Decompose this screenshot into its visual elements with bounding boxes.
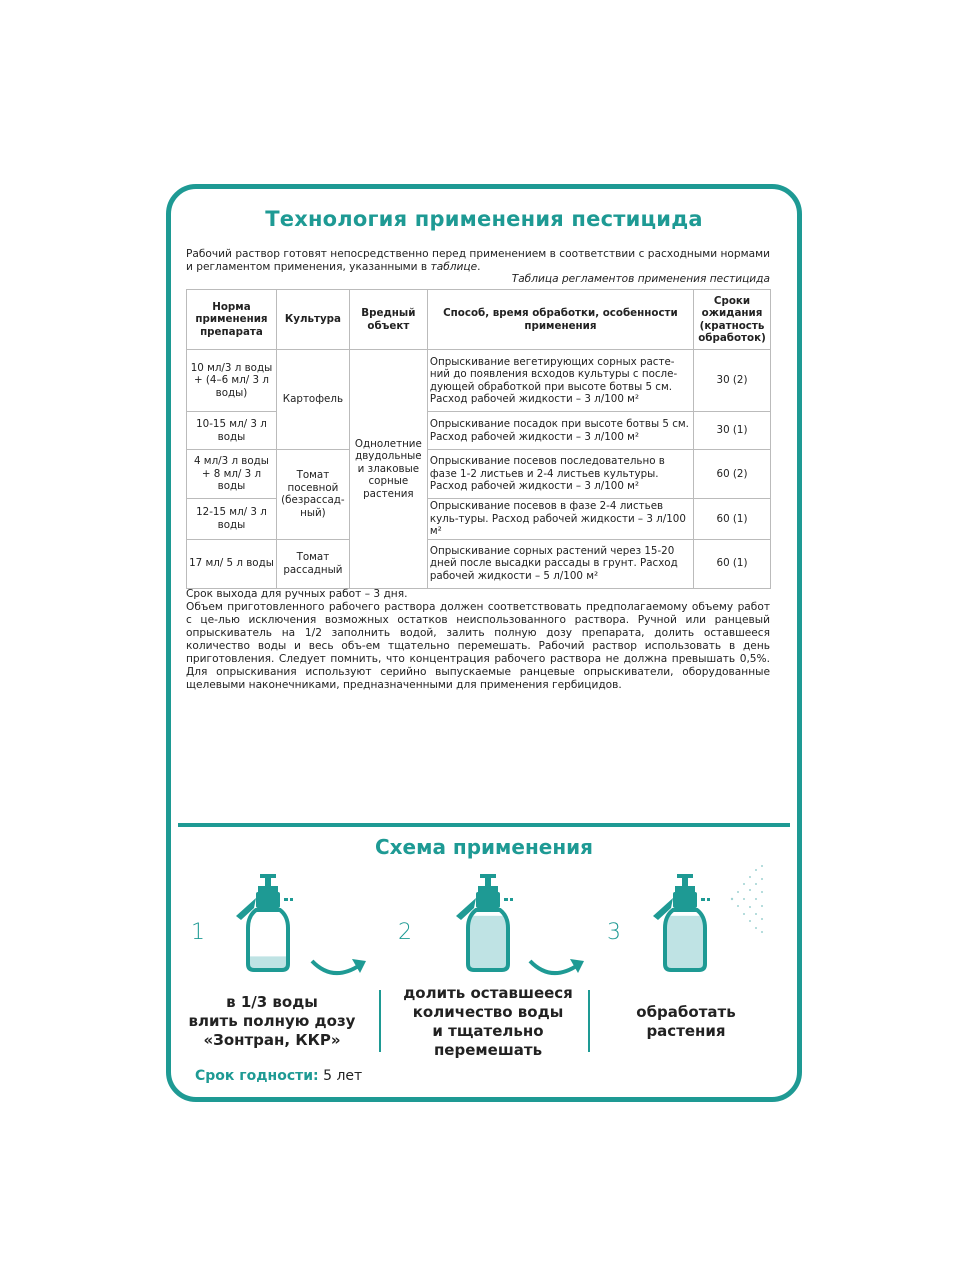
table-row [187, 539, 771, 588]
header-wait: Сроки ожидания (кратность обработок) [694, 290, 771, 350]
page-title: Технология применения пестицида [265, 207, 703, 231]
wait-cell: 60 (1) [694, 499, 771, 540]
scheme-title: Схема применения [374, 835, 594, 859]
step-line: и тщательно [432, 1022, 544, 1040]
step-separator [379, 990, 381, 1052]
rate-cell: 10-15 мл/ 3 л воды [187, 412, 277, 450]
step-1-text [172, 993, 372, 1050]
pest-cell: Однолетние двудольные и злаковые сорные растения [349, 350, 427, 589]
step-line: в 1/3 воды [226, 993, 318, 1011]
method-cell: Опрыскивание посевов последовательно в фазе 1-2 листьев и 2-4 листьев культуры. Расход рабочей жидкости – 3 л/100 м² [427, 450, 693, 499]
culture-cell: Картофель [276, 350, 349, 450]
step-line: влить полную дозу [188, 1012, 356, 1030]
wait-cell: 60 (2) [694, 450, 771, 499]
preparation-note: Объем приготовленного рабочего раствора должен соответствовать предполагаемому объему работ с це-лью исключения возможных остатков неиспользованного раствора. Ручной или ранцевый опрыскиватель на 1/2 заполнить водой, залить полную дозу препарата, долить оставшееся количество воды и весь объ-ем тщательно перемешать. Рабочий раствор использовать в день приготовления. Следует помнить, что концентрация рабочего раствора не должна превышать 0,5%. Для опрыскивания используют серийно выпускаемые ранцевые опрыскиватели, оборудованные щелевыми наконечниками, предназначенными для применения гербицидов. [186, 601, 770, 691]
shelf-life-value: 5 лет [318, 1068, 363, 1084]
exit-period-note: Срок выхода для ручных работ – 3 дня. [186, 588, 408, 600]
section-divider [178, 823, 790, 827]
sprayer-bottle-icon [228, 872, 308, 972]
intro-italic: таблице [430, 261, 478, 273]
spray-mist-icon [722, 862, 767, 937]
table-row [187, 450, 771, 499]
header-culture: Культура [276, 290, 349, 350]
table-header-row [187, 290, 771, 350]
wait-cell: 60 (1) [694, 539, 771, 588]
arrow-right-icon [308, 955, 368, 983]
table-row [187, 350, 771, 412]
culture-cell: Томат рассадный [276, 539, 349, 588]
intro-text [186, 248, 770, 274]
rate-cell: 17 мл/ 5 л воды [187, 539, 277, 588]
table-row [187, 499, 771, 540]
step-line: долить оставшееся [403, 984, 573, 1002]
wait-cell: 30 (1) [694, 412, 771, 450]
table-caption: Таблица регламентов применения пестицида [511, 273, 770, 285]
header-pest: Вредный объект [349, 290, 427, 350]
step-line: перемешать [433, 1041, 543, 1059]
intro-main: Рабочий раствор готовят непосредственно перед применением в соответствии с расходными нормами и регламентом применения, указанными в [186, 248, 770, 273]
step-number: 3 [607, 920, 621, 945]
table-row [187, 412, 771, 450]
step-line: количество воды [412, 1003, 564, 1021]
intro-end: . [477, 261, 481, 273]
rate-cell: 10 мл/3 л воды + (4–6 мл/ 3 л воды) [187, 350, 277, 412]
step-line: обработать [636, 1003, 736, 1021]
step-2-text [388, 984, 588, 1060]
sprayer-bottle-icon [448, 872, 528, 972]
shelf-life [195, 1068, 362, 1084]
rate-cell: 12-15 мл/ 3 л воды [187, 499, 277, 540]
step-number: 1 [191, 920, 205, 945]
wait-cell: 30 (2) [694, 350, 771, 412]
header-rate: Норма применения препарата [187, 290, 277, 350]
usage-notes [186, 588, 770, 692]
shelf-life-label: Срок годности: [195, 1068, 319, 1084]
method-cell: Опрыскивание посадок при высоте ботвы 5 см. Расход рабочей жидкости – 3 л/100 м² [427, 412, 693, 450]
culture-cell: Томат посевной (безрассад-ный) [276, 450, 349, 540]
sprayer-bottle-icon [645, 872, 725, 972]
header-method: Способ, время обработки, особенности применения [427, 290, 693, 350]
rate-cell: 4 мл/3 л воды + 8 мл/ 3 л воды [187, 450, 277, 499]
method-cell: Опрыскивание посевов в фазе 2-4 листьев куль-туры. Расход рабочей жидкости – 3 л/100 м² [427, 499, 693, 540]
step-line: «Зонтран, ККР» [203, 1031, 341, 1049]
method-cell: Опрыскивание сорных растений через 15-20 дней после высадки рассады в грунт. Расход рабочей жидкости – 5 л/100 м² [427, 539, 693, 588]
step-3-text [586, 1003, 786, 1041]
regulations-table [186, 289, 771, 589]
arrow-right-icon [526, 955, 586, 983]
step-number: 2 [398, 920, 412, 945]
method-cell: Опрыскивание вегетирующих сорных расте-ний до появления всходов культуры с после-дующей обработкой при высоте ботвы 5 см. Расход рабочей жидкости – 3 л/100 м² [427, 350, 693, 412]
step-line: растения [646, 1022, 726, 1040]
